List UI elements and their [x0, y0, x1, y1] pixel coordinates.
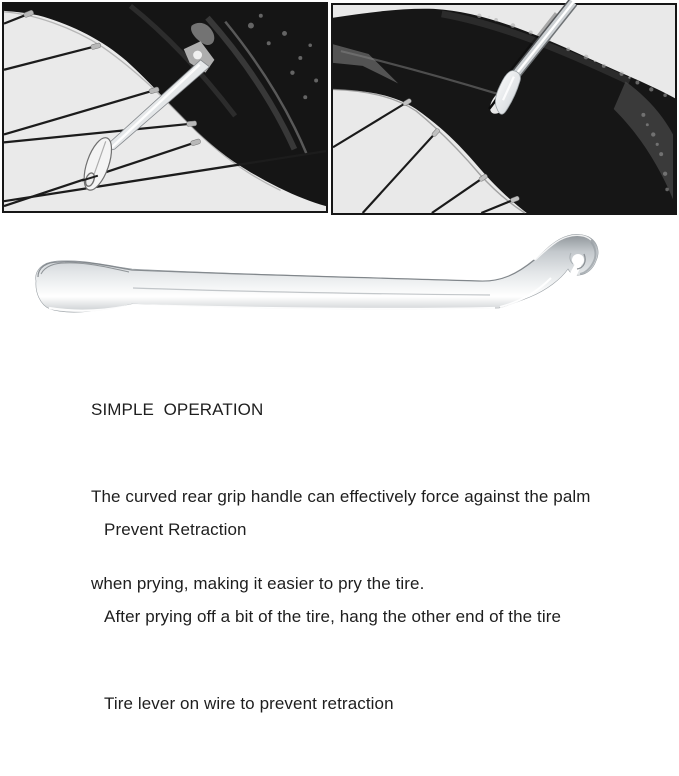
- simple-operation-line-2: when prying, making it easier to pry the tire.: [91, 574, 425, 593]
- section-heading-simple-operation: SIMPLE OPERATION: [91, 400, 264, 419]
- tire-lever-product-image: [25, 232, 615, 320]
- simple-operation-line-1: The curved rear grip handle can effectively force against the palm: [91, 487, 591, 506]
- tire-lever-graphic: [25, 232, 615, 320]
- photo-lever-prying-wheel: [2, 2, 328, 213]
- prevent-retraction-line-2: Tire lever on wire to prevent retraction: [104, 694, 394, 713]
- photo-lever-inserted-wheel: [331, 3, 677, 215]
- prevent-retraction-line-1: After prying off a bit of the tire, hang the other end of the tire: [104, 607, 562, 626]
- section-heading-prevent-retraction: Prevent Retraction: [104, 520, 247, 539]
- left-photo-graphic: [4, 4, 326, 211]
- right-photo-graphic: [333, 5, 675, 213]
- prevent-retraction-section: [104, 457, 561, 776]
